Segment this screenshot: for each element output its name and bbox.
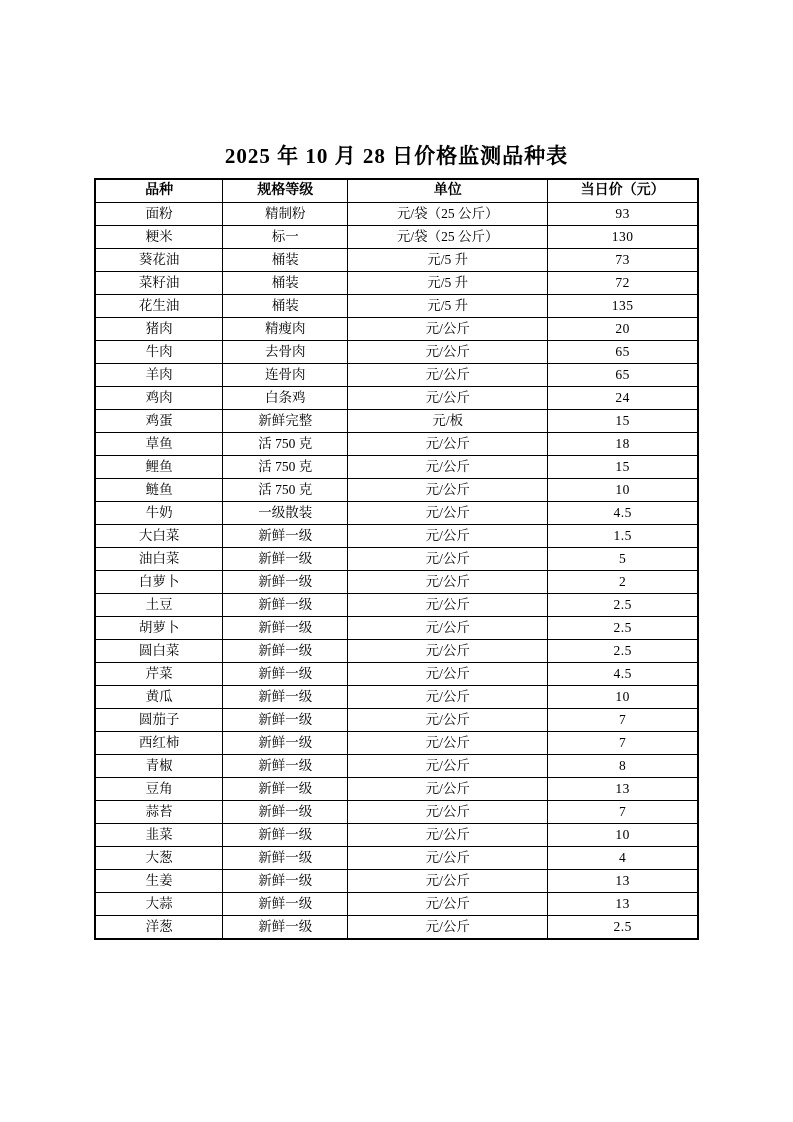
- cell-unit: 元/公斤: [348, 778, 548, 801]
- table-row: [95, 341, 698, 364]
- cell-unit: 元/公斤: [348, 456, 548, 479]
- cell-unit: 元/公斤: [348, 847, 548, 870]
- cell-spec: 新鲜一级: [223, 617, 348, 640]
- table-row: [95, 387, 698, 410]
- cell-variety: 鸡蛋: [95, 410, 223, 433]
- table-row: [95, 203, 698, 226]
- cell-unit: 元/公斤: [348, 364, 548, 387]
- cell-variety: 草鱼: [95, 433, 223, 456]
- table-row: [95, 249, 698, 272]
- cell-unit: 元/5 升: [348, 249, 548, 272]
- cell-price: 15: [548, 410, 698, 433]
- cell-price: 13: [548, 778, 698, 801]
- cell-variety: 白萝卜: [95, 571, 223, 594]
- table-row: [95, 571, 698, 594]
- cell-unit: 元/公斤: [348, 732, 548, 755]
- table-row: [95, 801, 698, 824]
- cell-spec: 新鲜一级: [223, 824, 348, 847]
- cell-price: 15: [548, 456, 698, 479]
- page-title: 2025 年 10 月 28 日价格监测品种表: [224, 144, 569, 168]
- cell-spec: 去骨肉: [223, 341, 348, 364]
- cell-price: 2.5: [548, 640, 698, 663]
- cell-spec: 新鲜一级: [223, 870, 348, 893]
- table-row: [95, 548, 698, 571]
- cell-unit: 元/公斤: [348, 525, 548, 548]
- cell-price: 73: [548, 249, 698, 272]
- cell-spec: 新鲜一级: [223, 893, 348, 916]
- cell-spec: 新鲜一级: [223, 571, 348, 594]
- cell-variety: 鸡肉: [95, 387, 223, 410]
- table-row: [95, 318, 698, 341]
- cell-unit: 元/公斤: [348, 548, 548, 571]
- cell-variety: 胡萝卜: [95, 617, 223, 640]
- cell-price: 7: [548, 801, 698, 824]
- cell-unit: 元/公斤: [348, 387, 548, 410]
- cell-variety: 豆角: [95, 778, 223, 801]
- cell-price: 5: [548, 548, 698, 571]
- cell-spec: 新鲜一级: [223, 847, 348, 870]
- table-row: [95, 732, 698, 755]
- cell-price: 2: [548, 571, 698, 594]
- table-row: [95, 755, 698, 778]
- cell-spec: 活 750 克: [223, 479, 348, 502]
- cell-unit: 元/袋（25 公斤）: [348, 226, 548, 249]
- table-row: [95, 295, 698, 318]
- cell-unit: 元/公斤: [348, 663, 548, 686]
- cell-unit: 元/板: [348, 410, 548, 433]
- table-row: [95, 778, 698, 801]
- cell-price: 2.5: [548, 594, 698, 617]
- cell-unit: 元/公斤: [348, 686, 548, 709]
- cell-unit: 元/袋（25 公斤）: [348, 203, 548, 226]
- cell-variety: 猪肉: [95, 318, 223, 341]
- table-row: [95, 663, 698, 686]
- table-row: [95, 640, 698, 663]
- table-row: [95, 364, 698, 387]
- cell-spec: 桶装: [223, 249, 348, 272]
- table-row: [95, 433, 698, 456]
- cell-unit: 元/公斤: [348, 801, 548, 824]
- cell-spec: 精瘦肉: [223, 318, 348, 341]
- cell-variety: 芹菜: [95, 663, 223, 686]
- table-row: [95, 916, 698, 940]
- cell-variety: 粳米: [95, 226, 223, 249]
- cell-unit: 元/公斤: [348, 479, 548, 502]
- cell-price: 18: [548, 433, 698, 456]
- cell-price: 1.5: [548, 525, 698, 548]
- cell-unit: 元/5 升: [348, 295, 548, 318]
- cell-price: 4: [548, 847, 698, 870]
- cell-price: 4.5: [548, 663, 698, 686]
- cell-spec: 桶装: [223, 272, 348, 295]
- cell-unit: 元/公斤: [348, 755, 548, 778]
- cell-spec: 新鲜一级: [223, 916, 348, 940]
- cell-spec: 新鲜一级: [223, 594, 348, 617]
- cell-spec: 活 750 克: [223, 456, 348, 479]
- cell-variety: 韭菜: [95, 824, 223, 847]
- cell-variety: 蒜苔: [95, 801, 223, 824]
- cell-unit: 元/公斤: [348, 594, 548, 617]
- cell-spec: 新鲜一级: [223, 640, 348, 663]
- cell-variety: 面粉: [95, 203, 223, 226]
- table-header-row: [95, 179, 698, 203]
- cell-unit: 元/公斤: [348, 916, 548, 940]
- cell-spec: 新鲜完整: [223, 410, 348, 433]
- cell-variety: 牛奶: [95, 502, 223, 525]
- column-header-variety: 品种: [95, 179, 223, 203]
- cell-price: 13: [548, 893, 698, 916]
- cell-spec: 新鲜一级: [223, 801, 348, 824]
- cell-spec: 新鲜一级: [223, 709, 348, 732]
- cell-variety: 青椒: [95, 755, 223, 778]
- cell-spec: 新鲜一级: [223, 778, 348, 801]
- cell-spec: 标一: [223, 226, 348, 249]
- cell-variety: 羊肉: [95, 364, 223, 387]
- cell-price: 10: [548, 824, 698, 847]
- cell-variety: 圆茄子: [95, 709, 223, 732]
- table-row: [95, 272, 698, 295]
- column-header-price: 当日价（元）: [548, 179, 698, 203]
- column-header-unit: 单位: [348, 179, 548, 203]
- table-row: [95, 525, 698, 548]
- cell-unit: 元/5 升: [348, 272, 548, 295]
- table-row: [95, 479, 698, 502]
- cell-unit: 元/公斤: [348, 709, 548, 732]
- table-row: [95, 870, 698, 893]
- cell-unit: 元/公斤: [348, 318, 548, 341]
- cell-price: 24: [548, 387, 698, 410]
- cell-spec: 新鲜一级: [223, 525, 348, 548]
- table-row: [95, 847, 698, 870]
- table-row: [95, 502, 698, 525]
- table-row: [95, 893, 698, 916]
- cell-price: 65: [548, 341, 698, 364]
- table-body: [95, 203, 698, 940]
- cell-variety: 大蒜: [95, 893, 223, 916]
- cell-variety: 菜籽油: [95, 272, 223, 295]
- cell-price: 2.5: [548, 617, 698, 640]
- cell-variety: 西红柿: [95, 732, 223, 755]
- cell-variety: 葵花油: [95, 249, 223, 272]
- cell-variety: 大白菜: [95, 525, 223, 548]
- cell-variety: 黄瓜: [95, 686, 223, 709]
- cell-variety: 花生油: [95, 295, 223, 318]
- table-row: [95, 709, 698, 732]
- cell-unit: 元/公斤: [348, 617, 548, 640]
- table-row: [95, 617, 698, 640]
- cell-spec: 新鲜一级: [223, 755, 348, 778]
- cell-variety: 鲤鱼: [95, 456, 223, 479]
- cell-price: 93: [548, 203, 698, 226]
- table-row: [95, 456, 698, 479]
- cell-variety: 洋葱: [95, 916, 223, 940]
- cell-unit: 元/公斤: [348, 824, 548, 847]
- cell-unit: 元/公斤: [348, 341, 548, 364]
- cell-spec: 新鲜一级: [223, 548, 348, 571]
- table-row: [95, 226, 698, 249]
- cell-spec: 新鲜一级: [223, 732, 348, 755]
- cell-price: 135: [548, 295, 698, 318]
- cell-unit: 元/公斤: [348, 502, 548, 525]
- cell-price: 65: [548, 364, 698, 387]
- cell-price: 72: [548, 272, 698, 295]
- cell-variety: 油白菜: [95, 548, 223, 571]
- cell-variety: 牛肉: [95, 341, 223, 364]
- cell-variety: 大葱: [95, 847, 223, 870]
- cell-spec: 桶装: [223, 295, 348, 318]
- table-row: [95, 686, 698, 709]
- cell-unit: 元/公斤: [348, 870, 548, 893]
- cell-price: 130: [548, 226, 698, 249]
- cell-variety: 圆白菜: [95, 640, 223, 663]
- cell-spec: 新鲜一级: [223, 686, 348, 709]
- price-table: [94, 178, 699, 940]
- cell-spec: 白条鸡: [223, 387, 348, 410]
- cell-unit: 元/公斤: [348, 893, 548, 916]
- column-header-spec: 规格等级: [223, 179, 348, 203]
- cell-price: 20: [548, 318, 698, 341]
- cell-spec: 一级散装: [223, 502, 348, 525]
- cell-price: 10: [548, 686, 698, 709]
- cell-spec: 活 750 克: [223, 433, 348, 456]
- table-row: [95, 410, 698, 433]
- cell-spec: 连骨肉: [223, 364, 348, 387]
- cell-spec: 精制粉: [223, 203, 348, 226]
- cell-unit: 元/公斤: [348, 571, 548, 594]
- cell-unit: 元/公斤: [348, 640, 548, 663]
- cell-price: 2.5: [548, 916, 698, 940]
- cell-price: 7: [548, 732, 698, 755]
- cell-price: 8: [548, 755, 698, 778]
- cell-spec: 新鲜一级: [223, 663, 348, 686]
- table-row: [95, 594, 698, 617]
- cell-variety: 土豆: [95, 594, 223, 617]
- cell-unit: 元/公斤: [348, 433, 548, 456]
- cell-variety: 鲢鱼: [95, 479, 223, 502]
- cell-price: 4.5: [548, 502, 698, 525]
- cell-price: 7: [548, 709, 698, 732]
- cell-variety: 生姜: [95, 870, 223, 893]
- table-row: [95, 824, 698, 847]
- cell-price: 10: [548, 479, 698, 502]
- cell-price: 13: [548, 870, 698, 893]
